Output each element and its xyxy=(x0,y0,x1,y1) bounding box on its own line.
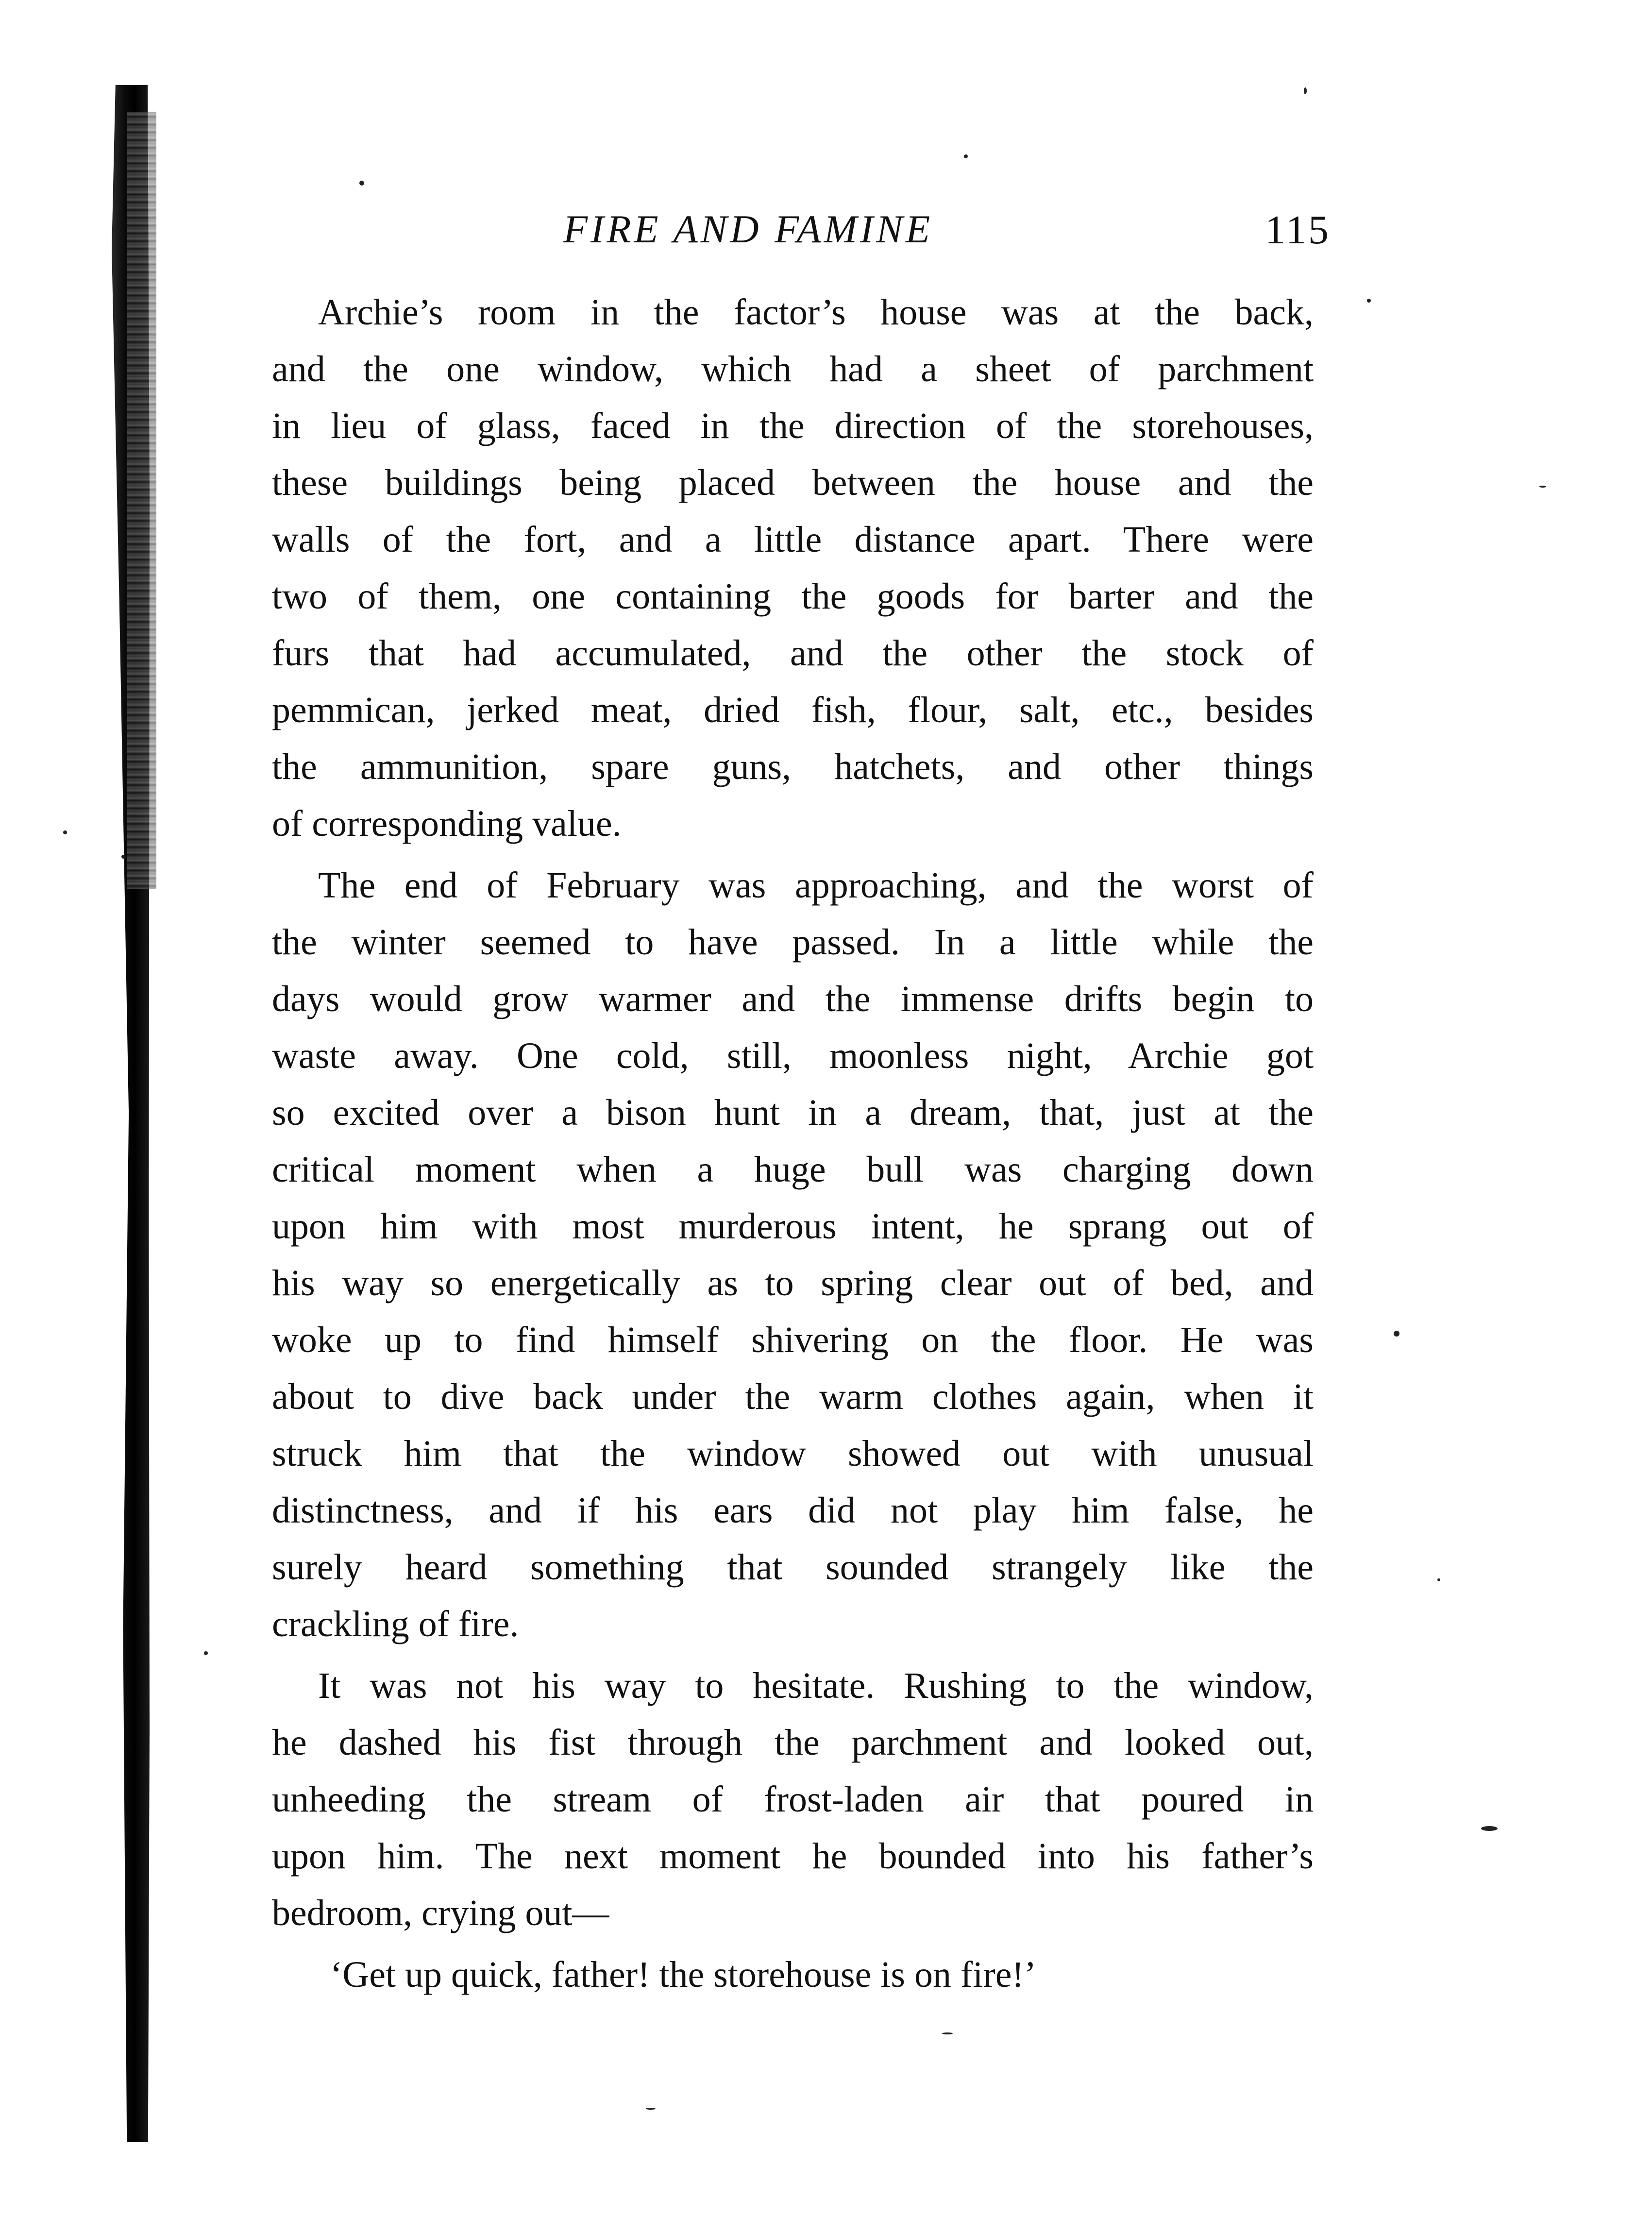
scan-speck xyxy=(63,830,67,834)
text-line: unheeding the stream of frost-laden air that poured in xyxy=(272,1779,1314,1820)
text-line: surely heard something that sounded strangely like the xyxy=(272,1547,1314,1588)
body-text xyxy=(272,284,1314,2008)
paragraph xyxy=(272,1658,1314,1942)
text-line: days would grow warmer and the immense drifts begin to xyxy=(272,979,1314,1019)
scan-speck xyxy=(1367,299,1371,303)
page-number: 115 xyxy=(1265,207,1331,253)
text-line: of corresponding value. xyxy=(272,803,622,844)
scan-speck xyxy=(964,154,968,158)
scan-speck xyxy=(1481,1826,1498,1831)
text-line: the winter seemed to have passed. In a little while the xyxy=(272,922,1314,963)
text-line: Archie’s room in the factor’s house was at the back, xyxy=(318,292,1314,333)
text-line: waste away. One cold, still, moonless night, Archie got xyxy=(272,1035,1314,1076)
text-line: and the one window, which had a sheet of parchment xyxy=(272,349,1314,389)
text-line: in lieu of glass, faced in the direction of the storehouses, xyxy=(272,406,1314,446)
text-line: struck him that the window showed out with unusual xyxy=(272,1433,1314,1474)
text-line: woke up to find himself shivering on the floor. He was xyxy=(272,1320,1314,1360)
scan-speck xyxy=(1437,1578,1440,1581)
text-line: the ammunition, spare guns, hatchets, and other things xyxy=(272,746,1314,787)
text-line: furs that had accumulated, and the other the stock of xyxy=(272,633,1314,674)
paragraph xyxy=(272,1947,1314,2003)
running-title: FIRE AND FAMINE xyxy=(563,207,933,251)
paragraph xyxy=(272,857,1314,1653)
text-line: critical moment when a huge bull was charging down xyxy=(272,1149,1314,1190)
text-line: these buildings being placed between the house and the xyxy=(272,462,1314,503)
binding-shadow xyxy=(127,112,156,889)
running-header xyxy=(272,206,1331,265)
scan-speck xyxy=(359,181,364,186)
text-line: It was not his way to hesitate. Rushing to the window, xyxy=(318,1665,1314,1706)
scan-speck xyxy=(942,2032,953,2034)
paragraph xyxy=(272,284,1314,852)
scan-speck xyxy=(646,2108,656,2110)
scan-speck xyxy=(1394,1331,1399,1337)
scan-speck xyxy=(1304,87,1307,94)
text-line: so excited over a bison hunt in a dream, that, just at the xyxy=(272,1092,1314,1133)
text-line: The end of February was approaching, and the worst of xyxy=(318,865,1314,906)
text-line: distinctness, and if his ears did not play him false, he xyxy=(272,1490,1314,1531)
text-line: upon him. The next moment he bounded into his father’s xyxy=(272,1836,1314,1877)
text-line: upon him with most murderous intent, he sprang out of xyxy=(272,1206,1314,1247)
scan-speck xyxy=(204,1651,208,1655)
text-line: pemmican, jerked meat, dried fish, flour, salt, etc., besides xyxy=(272,690,1314,730)
text-line: crackling of fire. xyxy=(272,1604,519,1644)
text-line: walls of the fort, and a little distance apart. There were xyxy=(272,519,1314,560)
text-line: his way so energetically as to spring clear out of bed, and xyxy=(272,1263,1314,1304)
text-line: two of them, one containing the goods for barter and the xyxy=(272,576,1314,617)
scan-speck xyxy=(1539,486,1546,488)
text-line: about to dive back under the warm clothes again, when it xyxy=(272,1376,1314,1417)
text-line: bedroom, crying out— xyxy=(272,1893,609,1933)
scan-speck xyxy=(121,855,125,859)
text-line: he dashed his fist through the parchment and looked out, xyxy=(272,1722,1314,1763)
text-line: ‘Get up quick, father! the storehouse is on fire!’ xyxy=(330,1954,1037,1995)
